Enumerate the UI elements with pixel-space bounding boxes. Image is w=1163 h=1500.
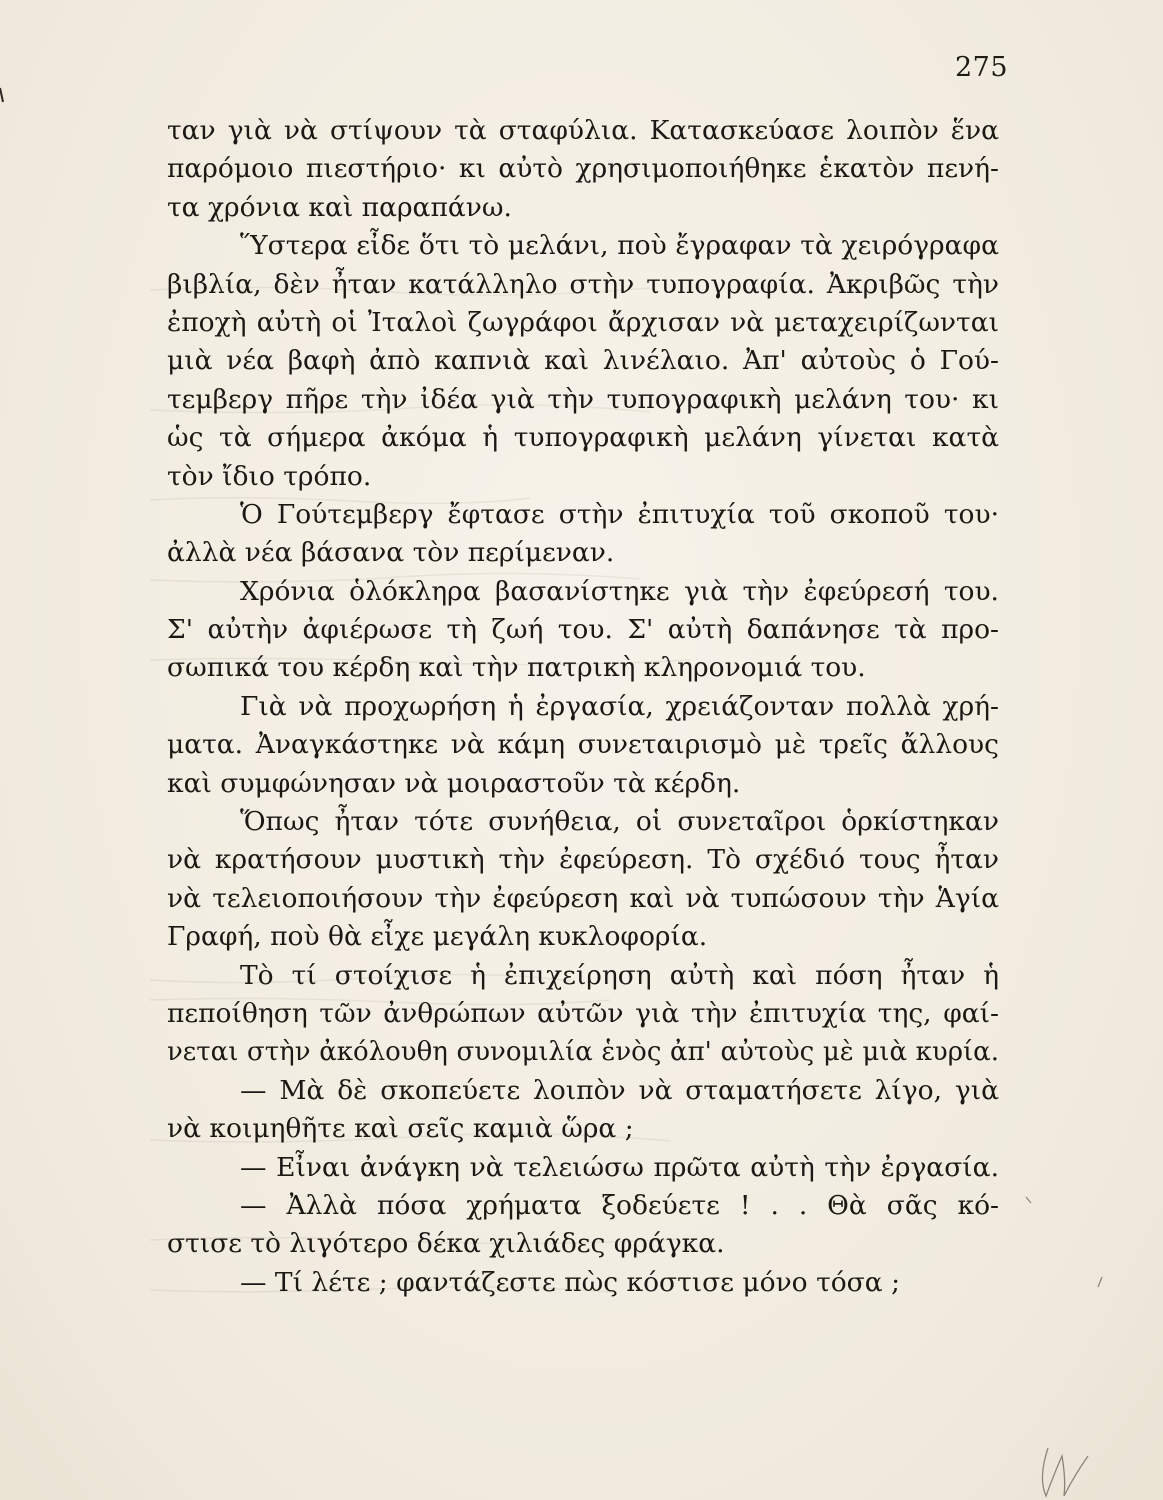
text-line: τὸν ἴδιο τρόπο.: [167, 460, 372, 492]
text-line: Χρόνια ὁλόκληρα βασανίστηκε γιὰ τὴν ἐφεύρεσή του.: [240, 575, 999, 607]
text-line: Σ' αὐτὴν ἀφιέρωσε τὴ ζωή του. Σ' αὐτὴ δαπάνησε τὰ προ-: [167, 614, 999, 646]
text-line: ἀλλὰ νέα βάσανα τὸν περίμεναν.: [167, 537, 615, 569]
text-line: ταν γιὰ νὰ στίψουν τὰ σταφύλια. Κατασκεύασε λοιπὸν ἕνα: [167, 115, 999, 146]
text-line: ματα. Ἀναγκάστηκε νὰ κάμη συνεταιρισμὸ μὲ τρεῖς ἄλλους: [167, 729, 999, 761]
text-line: καὶ συμφώνησαν νὰ μοιραστοῦν τὰ κέρδη.: [167, 767, 741, 799]
body-text: [167, 112, 999, 1302]
text-line: παρόμοιο πιεστήριο· κι αὐτὸ χρησιμοποιήθηκε ἑκατὸν πενή-: [167, 153, 999, 185]
page-number: 275: [955, 52, 1009, 83]
text-line: ὡς τὰ σήμερα ἀκόμα ἡ τυπογραφικὴ μελάνη γίνεται κατὰ: [167, 422, 999, 454]
text-line: Γραφή, ποὺ θὰ εἶχε μεγάλη κυκλοφορία.: [167, 921, 708, 953]
text-line: νεται στὴν ἀκόλουθη συνομιλία ἑνὸς ἀπ' αὐτοὺς μὲ μιὰ κυρία.: [167, 1037, 999, 1068]
text-line: νὰ τελειοποιήσουν τὴν ἐφεύρεση καὶ νὰ τυπώσουν τὴν Ἁγία: [167, 882, 999, 914]
text-line: νὰ κοιμηθῆτε καὶ σεῖς καμιὰ ὥρα ;: [167, 1113, 634, 1145]
text-line: στισε τὸ λιγότερο δέκα χιλιάδες φράγκα.: [167, 1228, 725, 1260]
text-line: — Τί λέτε ; φαντάζεστε πὼς κόστισε μόνο τόσα ;: [240, 1266, 901, 1298]
text-line: πεποίθηση τῶν ἀνθρώπων αὐτῶν γιὰ τὴν ἐπιτυχία της, φαί-: [167, 997, 999, 1029]
text-line: — Ἀλλὰ πόσα χρήματα ξοδεύετε ! . . Θὰ σᾶς κό-: [240, 1189, 999, 1221]
text-line: βιβλία, δὲν ἦταν κατάλληλο στὴν τυπογραφία. Ἀκριβῶς τὴν: [167, 268, 999, 300]
text-line: — Εἶναι ἀνάγκη νὰ τελειώσω πρῶτα αὐτὴ τὴν ἐργασία.: [240, 1151, 999, 1183]
text-line: Ὅπως ἦταν τότε συνήθεια, οἱ συνεταῖροι ὁρκίστηκαν: [240, 806, 999, 838]
text-line: — Μὰ δὲ σκοπεύετε λοιπὸν νὰ σταματήσετε λίγο, γιὰ: [240, 1074, 999, 1106]
text-line: τα χρόνια καὶ παραπάνω.: [167, 191, 512, 223]
text-line: Γιὰ νὰ προχωρήση ἡ ἐργασία, χρειάζονταν πολλὰ χρή-: [240, 690, 999, 722]
text-line: Τὸ τί στοίχισε ἡ ἐπιχείρηση αὐτὴ καὶ πόση ἦταν ἡ: [240, 959, 999, 991]
text-line: μιὰ νέα βαφὴ ἀπὸ καπνιὰ καὶ λινέλαιο. Ἀπ' αὐτοὺς ὁ Γού-: [167, 345, 999, 377]
text-line: τεμβεργ πῆρε τὴν ἰδέα γιὰ τὴν τυπογραφικὴ μελάνη του· κι: [167, 383, 999, 415]
text-line: Ὁ Γούτεμβεργ ἔφτασε στὴν ἐπιτυχία τοῦ σκοποῦ του·: [240, 498, 999, 530]
text-line: σωπικά του κέρδη καὶ τὴν πατρικὴ κληρονομιά του.: [167, 652, 866, 684]
text-line: νὰ κρατήσουν μυστικὴ τὴν ἐφεύρεση. Τὸ σχέδιό τους ἦταν: [167, 844, 999, 876]
text-line: ἐποχὴ αὐτὴ οἱ Ἰταλοὶ ζωγράφοι ἄρχισαν νὰ μεταχειρίζωνται: [167, 306, 999, 338]
text-line: Ὕστερα εἶδε ὅτι τὸ μελάνι, ποὺ ἔγραφαν τὰ χειρόγραφα: [240, 230, 999, 262]
